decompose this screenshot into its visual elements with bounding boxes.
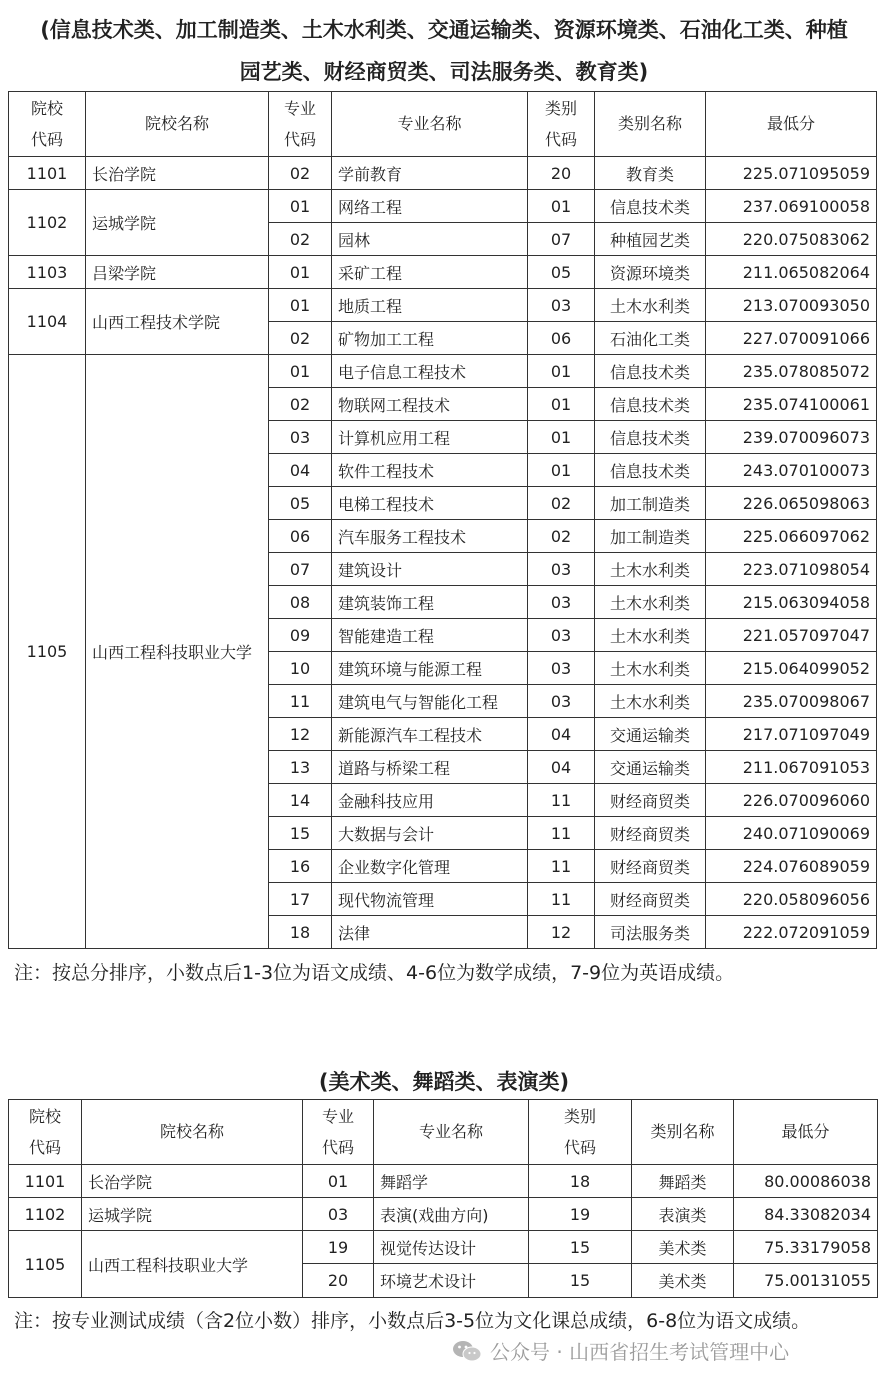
major-name-cell: 企业数字化管理: [332, 850, 528, 883]
major-code-cell: 06: [269, 520, 332, 553]
table-row: [9, 256, 877, 289]
min-score-cell: 237.069100058: [706, 190, 877, 223]
category-name-cell: 舞蹈类: [632, 1165, 734, 1198]
header-school-code: 院校 代码: [9, 1100, 82, 1165]
category-name-cell: 财经商贸类: [595, 784, 706, 817]
header-category-name: 类别名称: [632, 1100, 734, 1165]
header-category-name: 类别名称: [595, 92, 706, 157]
major-name-cell: 智能建造工程: [332, 619, 528, 652]
category-name-cell: 土木水利类: [595, 553, 706, 586]
category-name-cell: 土木水利类: [595, 619, 706, 652]
school-name-cell: 运城学院: [86, 190, 269, 256]
min-score-cell: 227.070091066: [706, 322, 877, 355]
major-code-cell: 09: [269, 619, 332, 652]
category-code-cell: 02: [528, 487, 595, 520]
min-score-cell: 225.066097062: [706, 520, 877, 553]
header-major-code: 专业 代码: [269, 92, 332, 157]
category-code-cell: 15: [529, 1231, 632, 1264]
major-code-cell: 01: [269, 256, 332, 289]
category-name-cell: 土木水利类: [595, 586, 706, 619]
min-score-cell: 225.071095059: [706, 157, 877, 190]
table-header-row: [9, 1100, 878, 1165]
header-min-score: 最低分: [734, 1100, 878, 1165]
major-code-cell: 14: [269, 784, 332, 817]
school-name-cell: 吕梁学院: [86, 256, 269, 289]
category-code-cell: 03: [528, 289, 595, 322]
min-score-cell: 226.065098063: [706, 487, 877, 520]
category-code-cell: 04: [528, 751, 595, 784]
min-score-cell: 75.00131055: [734, 1264, 878, 1298]
major-code-cell: 19: [303, 1231, 374, 1264]
major-name-cell: 舞蹈学: [374, 1165, 529, 1198]
table-row: [9, 1198, 878, 1231]
major-code-cell: 20: [303, 1264, 374, 1298]
min-score-cell: 217.071097049: [706, 718, 877, 751]
major-code-cell: 01: [269, 190, 332, 223]
min-score-cell: 240.071090069: [706, 817, 877, 850]
category-name-cell: 教育类: [595, 157, 706, 190]
major-name-cell: 道路与桥梁工程: [332, 751, 528, 784]
table-row: [9, 1231, 878, 1264]
min-score-cell: 235.078085072: [706, 355, 877, 388]
major-code-cell: 10: [269, 652, 332, 685]
header-category-code: 类别 代码: [528, 92, 595, 157]
table-row: [9, 157, 877, 190]
school-code-cell: 1104: [9, 289, 86, 355]
min-score-cell: 235.070098067: [706, 685, 877, 718]
header-major-name: 专业名称: [332, 92, 528, 157]
major-code-cell: 17: [269, 883, 332, 916]
category-name-cell: 加工制造类: [595, 487, 706, 520]
major-code-cell: 01: [303, 1165, 374, 1198]
major-code-cell: 04: [269, 454, 332, 487]
major-code-cell: 03: [269, 421, 332, 454]
category-name-cell: 土木水利类: [595, 289, 706, 322]
major-code-cell: 12: [269, 718, 332, 751]
category-code-cell: 02: [528, 520, 595, 553]
category-code-cell: 01: [528, 454, 595, 487]
major-name-cell: 建筑环境与能源工程: [332, 652, 528, 685]
category-name-cell: 加工制造类: [595, 520, 706, 553]
category-code-cell: 05: [528, 256, 595, 289]
header-major-code: 专业 代码: [303, 1100, 374, 1165]
major-code-cell: 03: [303, 1198, 374, 1231]
category-code-cell: 07: [528, 223, 595, 256]
major-name-cell: 法律: [332, 916, 528, 949]
school-code-cell: 1103: [9, 256, 86, 289]
major-code-cell: 02: [269, 388, 332, 421]
category-code-cell: 15: [529, 1264, 632, 1298]
admission-table-1: [8, 91, 877, 949]
major-name-cell: 电梯工程技术: [332, 487, 528, 520]
watermark: [452, 1336, 789, 1365]
category-code-cell: 12: [528, 916, 595, 949]
category-code-cell: 11: [528, 784, 595, 817]
category-name-cell: 交通运输类: [595, 718, 706, 751]
category-name-cell: 财经商贸类: [595, 850, 706, 883]
major-name-cell: 物联网工程技术: [332, 388, 528, 421]
category-name-cell: 信息技术类: [595, 388, 706, 421]
category-name-cell: 种植园艺类: [595, 223, 706, 256]
min-score-cell: 213.070093050: [706, 289, 877, 322]
major-code-cell: 02: [269, 157, 332, 190]
min-score-cell: 235.074100061: [706, 388, 877, 421]
category-code-cell: 01: [528, 355, 595, 388]
min-score-cell: 223.071098054: [706, 553, 877, 586]
major-code-cell: 15: [269, 817, 332, 850]
category-code-cell: 03: [528, 553, 595, 586]
category-code-cell: 01: [528, 421, 595, 454]
min-score-cell: 224.076089059: [706, 850, 877, 883]
school-name-cell: 长治学院: [86, 157, 269, 190]
major-name-cell: 环境艺术设计: [374, 1264, 529, 1298]
major-name-cell: 金融科技应用: [332, 784, 528, 817]
category-code-cell: 03: [528, 652, 595, 685]
major-name-cell: 园林: [332, 223, 528, 256]
section2-heading: (美术类、舞蹈类、表演类): [318, 1070, 570, 1094]
school-name-cell: 长治学院: [82, 1165, 303, 1198]
header-school-code: 院校 代码: [9, 92, 86, 157]
major-name-cell: 建筑设计: [332, 553, 528, 586]
school-name-cell: 山西工程技术学院: [86, 289, 269, 355]
category-code-cell: 01: [528, 388, 595, 421]
header-category-code: 类别 代码: [529, 1100, 632, 1165]
category-name-cell: 土木水利类: [595, 685, 706, 718]
school-code-cell: 1105: [9, 355, 86, 949]
category-code-cell: 11: [528, 850, 595, 883]
major-code-cell: 01: [269, 289, 332, 322]
min-score-cell: 215.064099052: [706, 652, 877, 685]
min-score-cell: 75.33179058: [734, 1231, 878, 1264]
category-name-cell: 司法服务类: [595, 916, 706, 949]
category-name-cell: 石油化工类: [595, 322, 706, 355]
major-code-cell: 07: [269, 553, 332, 586]
table-row: [9, 355, 877, 388]
major-name-cell: 计算机应用工程: [332, 421, 528, 454]
major-name-cell: 表演(戏曲方向): [374, 1198, 529, 1231]
category-code-cell: 11: [528, 883, 595, 916]
major-name-cell: 学前教育: [332, 157, 528, 190]
major-name-cell: 现代物流管理: [332, 883, 528, 916]
min-score-cell: 226.070096060: [706, 784, 877, 817]
category-name-cell: 表演类: [632, 1198, 734, 1231]
major-name-cell: 软件工程技术: [332, 454, 528, 487]
min-score-cell: 211.067091053: [706, 751, 877, 784]
major-code-cell: 02: [269, 223, 332, 256]
category-code-cell: 04: [528, 718, 595, 751]
min-score-cell: 243.070100073: [706, 454, 877, 487]
category-name-cell: 信息技术类: [595, 190, 706, 223]
school-name-cell: 山西工程科技职业大学: [82, 1231, 303, 1298]
category-name-cell: 交通运输类: [595, 751, 706, 784]
min-score-cell: 220.075083062: [706, 223, 877, 256]
section1-heading-line1: (信息技术类、加工制造类、土木水利类、交通运输类、资源环境类、石油化工类、种植: [40, 18, 848, 42]
major-name-cell: 地质工程: [332, 289, 528, 322]
category-name-cell: 美术类: [632, 1231, 734, 1264]
category-name-cell: 信息技术类: [595, 355, 706, 388]
category-code-cell: 03: [528, 685, 595, 718]
category-name-cell: 信息技术类: [595, 421, 706, 454]
watermark-text: 公众号 · 山西省招生考试管理中心: [490, 1340, 790, 1364]
major-name-cell: 建筑电气与智能化工程: [332, 685, 528, 718]
major-code-cell: 11: [269, 685, 332, 718]
min-score-cell: 211.065082064: [706, 256, 877, 289]
major-code-cell: 13: [269, 751, 332, 784]
school-code-cell: 1102: [9, 190, 86, 256]
category-code-cell: 06: [528, 322, 595, 355]
category-code-cell: 20: [528, 157, 595, 190]
min-score-cell: 215.063094058: [706, 586, 877, 619]
major-name-cell: 建筑装饰工程: [332, 586, 528, 619]
min-score-cell: 80.00086038: [734, 1165, 878, 1198]
major-code-cell: 01: [269, 355, 332, 388]
major-code-cell: 02: [269, 322, 332, 355]
header-min-score: 最低分: [706, 92, 877, 157]
major-code-cell: 08: [269, 586, 332, 619]
major-name-cell: 采矿工程: [332, 256, 528, 289]
table-header-row: [9, 92, 877, 157]
wechat-icon: [452, 1339, 482, 1363]
category-name-cell: 美术类: [632, 1264, 734, 1298]
admission-table-2: [8, 1099, 878, 1298]
table-row: [9, 289, 877, 322]
major-name-cell: 新能源汽车工程技术: [332, 718, 528, 751]
category-code-cell: 03: [528, 619, 595, 652]
major-code-cell: 18: [269, 916, 332, 949]
min-score-cell: 221.057097047: [706, 619, 877, 652]
major-name-cell: 电子信息工程技术: [332, 355, 528, 388]
major-name-cell: 大数据与会计: [332, 817, 528, 850]
section1-note: 注：按总分排序，小数点后1-3位为语文成绩、4-6位为数学成绩，7-9位为英语成绩。: [14, 962, 735, 984]
category-code-cell: 03: [528, 586, 595, 619]
section1-heading-line2: 园艺类、财经商贸类、司法服务类、教育类): [239, 60, 649, 84]
category-code-cell: 19: [529, 1198, 632, 1231]
category-code-cell: 11: [528, 817, 595, 850]
header-school-name: 院校名称: [86, 92, 269, 157]
table-row: [9, 190, 877, 223]
school-name-cell: 运城学院: [82, 1198, 303, 1231]
school-code-cell: 1105: [9, 1231, 82, 1298]
major-name-cell: 网络工程: [332, 190, 528, 223]
school-code-cell: 1102: [9, 1198, 82, 1231]
header-major-name: 专业名称: [374, 1100, 529, 1165]
category-code-cell: 18: [529, 1165, 632, 1198]
category-name-cell: 财经商贸类: [595, 817, 706, 850]
major-name-cell: 视觉传达设计: [374, 1231, 529, 1264]
category-name-cell: 资源环境类: [595, 256, 706, 289]
section2-note: 注：按专业测试成绩（含2位小数）排序，小数点后3-5位为文化课总成绩，6-8位为语文成绩。: [14, 1310, 811, 1332]
category-name-cell: 财经商贸类: [595, 883, 706, 916]
min-score-cell: 239.070096073: [706, 421, 877, 454]
major-code-cell: 05: [269, 487, 332, 520]
min-score-cell: 84.33082034: [734, 1198, 878, 1231]
category-code-cell: 01: [528, 190, 595, 223]
major-name-cell: 矿物加工工程: [332, 322, 528, 355]
major-code-cell: 16: [269, 850, 332, 883]
header-school-name: 院校名称: [82, 1100, 303, 1165]
table-row: [9, 1165, 878, 1198]
school-name-cell: 山西工程科技职业大学: [86, 355, 269, 949]
major-name-cell: 汽车服务工程技术: [332, 520, 528, 553]
min-score-cell: 220.058096056: [706, 883, 877, 916]
category-name-cell: 信息技术类: [595, 454, 706, 487]
school-code-cell: 1101: [9, 1165, 82, 1198]
school-code-cell: 1101: [9, 157, 86, 190]
min-score-cell: 222.072091059: [706, 916, 877, 949]
category-name-cell: 土木水利类: [595, 652, 706, 685]
